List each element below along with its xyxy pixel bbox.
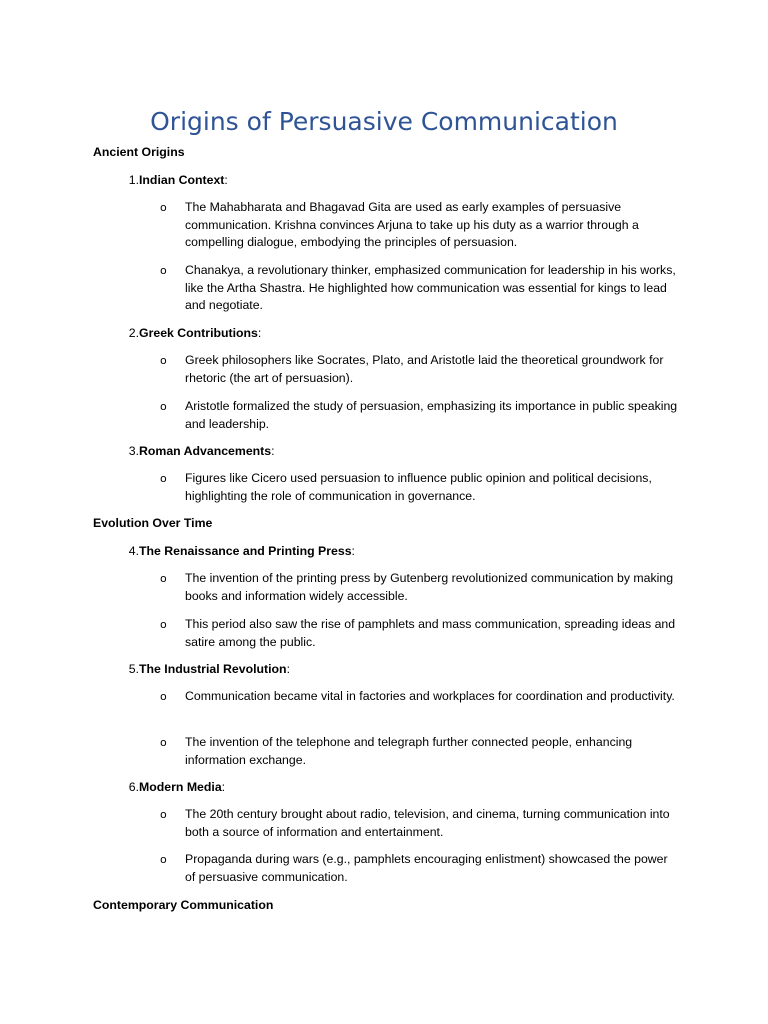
numbered-item-greek-contributions [112,325,672,342]
item-heading: The Industrial Revolution [139,662,287,676]
bullet-text: The Mahabharata and Bhagavad Gita are used as early examples of persuasive communication. Krishna convinces Arjuna to take up his duty as a warrior through a compelling dialogue, embodying the principles of persuasion. [185,200,639,249]
bullet-text: Chanakya, a revolutionary thinker, emphasized communication for leadership in his works, like the Artha Shastra. He highlighted how communication was essential for kings to lead and negotiate. [185,263,676,312]
bullet-text: The invention of the printing press by Gutenberg revolutionized communication by making books and information widely accessible. [185,571,674,603]
document-title: Origins of Persuasive Communication [150,107,618,136]
item-heading-suffix: : [257,326,262,340]
bullet-text: The invention of the telephone and telegraph further connected people, enhancing information exchange. [185,735,633,767]
item-number: 2. [128,326,139,340]
numbered-item-roman-advancements [112,443,672,460]
numbered-item-renaissance [112,543,672,560]
section-heading-contemporary-communication: Contemporary Communication [93,898,274,912]
bullet-marker: o [160,690,167,703]
bullet-text: The 20th century brought about radio, television, and cinema, turning communication into both a source of information and entertainment. [185,807,670,839]
item-heading-suffix: : [271,444,275,458]
bullet-text: Figures like Cicero used persuasion to influence public opinion and political decisions, highlighting the role of communication in governance. [185,471,652,503]
item-number: 4. [128,544,139,558]
item-heading-suffix: : [286,662,290,676]
bullet-marker: o [160,201,167,214]
item-heading-suffix: : [221,780,226,794]
bullet-marker: o [160,736,167,749]
bullet-text: Propaganda during wars (e.g., pamphlets encouraging enlistment) showcased the power of persuasive communication. [185,852,668,884]
bullet-marker: o [160,354,167,367]
bullet-marker: o [160,618,167,631]
bullet-text: Communication became vital in factories and workplaces for coordination and productivity. [185,689,675,703]
item-number: 5. [128,662,139,676]
bullet-marker: o [160,472,167,485]
section-heading-ancient-origins: Ancient Origins [93,145,185,159]
bullet-marker: o [160,572,167,585]
bullet-marker: o [160,808,167,821]
bullet-text: This period also saw the rise of pamphlets and mass communication, spreading ideas and satire among the public. [185,617,676,649]
bullet-text: Greek philosophers like Socrates, Plato, and Aristotle laid the theoretical groundwork for rhetoric (the art of persuasion). [185,353,664,385]
item-number: 3. [128,444,139,458]
section-heading-evolution-over-time: Evolution Over Time [93,516,213,530]
item-heading: Greek Contributions [139,326,258,340]
item-heading: Roman Advancements [139,444,272,458]
item-heading-suffix: : [224,173,228,187]
item-heading: The Renaissance and Printing Press [139,544,352,558]
bullet-marker: o [160,853,167,866]
numbered-item-modern-media [112,779,672,796]
bullet-marker: o [160,264,167,277]
item-heading-suffix: : [351,544,355,558]
numbered-item-industrial-revolution [112,661,672,678]
bullet-text: Aristotle formalized the study of persuasion, emphasizing its importance in public speaking and leadership. [185,399,678,431]
bullet-marker: o [160,400,167,413]
item-number: 1. [128,173,139,187]
item-heading: Indian Context [139,173,225,187]
numbered-item-indian-context [112,172,672,189]
item-heading: Modern Media [139,780,222,794]
item-number: 6. [128,780,139,794]
